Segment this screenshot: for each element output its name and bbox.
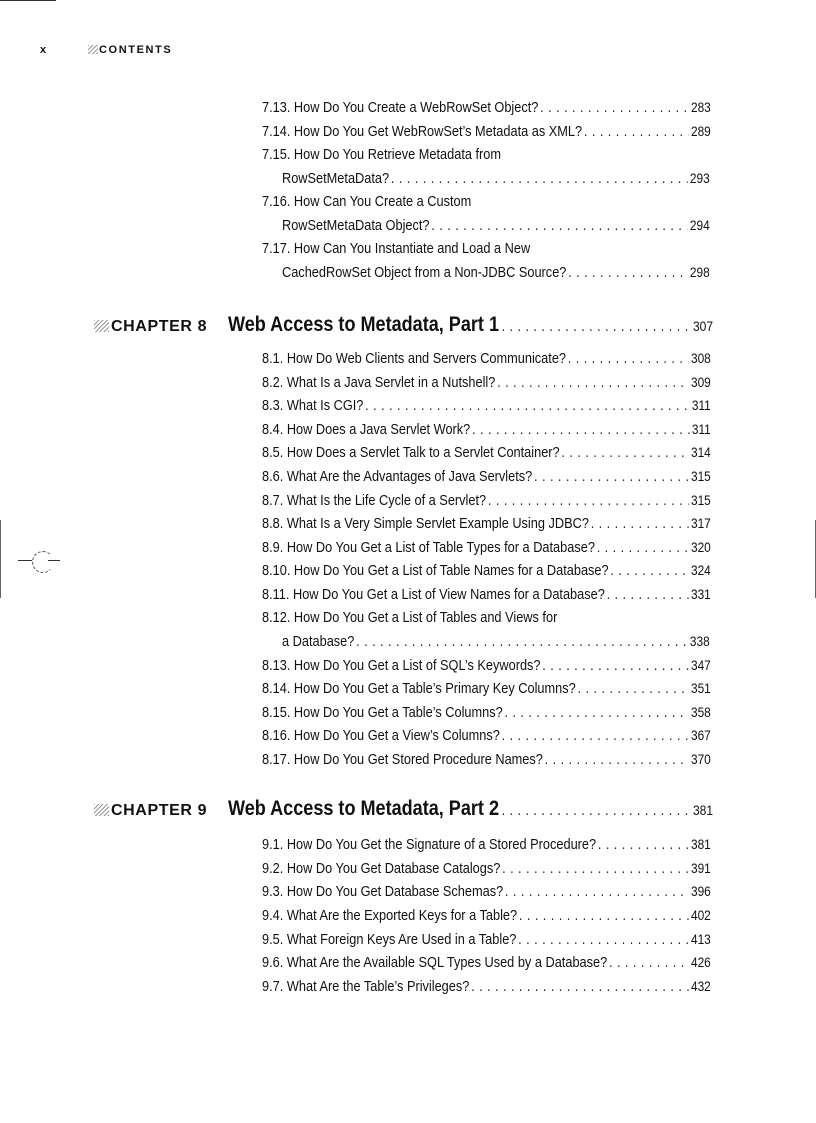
toc-entry[interactable]: 9.2. How Do You Get Database Catalogs? . . . 391 <box>262 861 711 877</box>
toc-entry[interactable]: 9.7. What Are the Table’s Privileges? . . . 432 <box>262 979 711 995</box>
toc-entry[interactable]: 8.4. How Does a Java Servlet Work? . . . 311 <box>262 422 711 438</box>
toc-entry-line: 8.12. How Do You Get a List of Tables and Views for <box>262 610 558 626</box>
toc-entry-line: 7.15. How Do You Retrieve Metadata from <box>262 147 502 163</box>
toc-entry[interactable]: 8.5. How Does a Servlet Talk to a Servlet Container? . . . 314 <box>262 445 711 461</box>
registration-mark-icon <box>18 550 62 576</box>
toc-entry[interactable]: 9.3. How Do You Get Database Schemas? . . . 396 <box>262 884 711 900</box>
toc-entry[interactable]: 9.4. What Are the Exported Keys for a Table? . . . 402 <box>262 908 711 924</box>
chapter-heading[interactable]: Web Access to Metadata, Part 2 . . . 381 <box>228 797 713 821</box>
toc-entry[interactable]: 8.6. What Are the Advantages of Java Servlets? . . . 315 <box>262 469 711 485</box>
toc-entry[interactable]: a Database? . . . 338 <box>282 634 710 650</box>
toc-entry[interactable]: 8.9. How Do You Get a List of Table Types for a Database? . . . 320 <box>262 540 711 556</box>
toc-entry[interactable]: 9.6. What Are the Available SQL Types Used by a Database? . . . 426 <box>262 955 711 971</box>
toc-entry[interactable]: 7.13. How Do You Create a WebRowSet Object? . . . 283 <box>262 100 711 116</box>
toc-entry[interactable]: 8.8. What Is a Very Simple Servlet Example Using JDBC? . . . 317 <box>262 516 711 532</box>
toc-entry[interactable]: 8.17. How Do You Get Stored Procedure Names? . . . 370 <box>262 752 711 768</box>
toc-entry[interactable]: RowSetMetaData Object? . . . 294 <box>282 218 710 234</box>
toc-entry[interactable]: 8.2. What Is a Java Servlet in a Nutshell? . . . 309 <box>262 375 711 391</box>
toc-entry[interactable]: 8.3. What Is CGI? . . . 311 <box>262 398 711 414</box>
toc-entry[interactable]: 8.11. How Do You Get a List of View Names for a Database? . . . 331 <box>262 587 711 603</box>
toc-entry[interactable]: 8.13. How Do You Get a List of SQL’s Keywords? . . . 347 <box>262 658 711 674</box>
hatch-icon <box>94 804 109 816</box>
chapter-label: CHAPTER 8 <box>94 318 207 336</box>
page-number: x <box>40 44 48 56</box>
toc-entry[interactable]: CachedRowSet Object from a Non-JDBC Source? . . . 298 <box>282 265 710 281</box>
toc-entry[interactable]: 8.1. How Do Web Clients and Servers Communicate? . . . 308 <box>262 351 711 367</box>
chapter-label: CHAPTER 9 <box>94 802 207 820</box>
toc-entry-line: 7.16. How Can You Create a Custom <box>262 194 472 210</box>
hatch-icon <box>88 45 98 54</box>
toc-entry[interactable]: 9.1. How Do You Get the Signature of a Stored Procedure? . . . 381 <box>262 837 711 853</box>
chapter-heading[interactable]: Web Access to Metadata, Part 1 . . . 307 <box>228 313 713 337</box>
hatch-icon <box>94 320 109 332</box>
running-head <box>40 44 173 56</box>
toc-entry[interactable]: 9.5. What Foreign Keys Are Used in a Table? . . . 413 <box>262 932 711 948</box>
toc-entry[interactable]: 8.16. How Do You Get a View’s Columns? . . . 367 <box>262 728 711 744</box>
toc-entry[interactable]: RowSetMetaData? . . . 293 <box>282 171 710 187</box>
toc-entry[interactable]: 8.15. How Do You Get a Table’s Columns? . . . 358 <box>262 705 711 721</box>
section-label: CONTENTS <box>88 44 172 56</box>
toc-entry-line: 7.17. How Can You Instantiate and Load a New <box>262 241 531 257</box>
top-crop-rule <box>0 0 56 1</box>
left-margin-mark <box>0 520 1 598</box>
toc-entry[interactable]: 8.14. How Do You Get a Table’s Primary Key Columns? . . . 351 <box>262 681 711 697</box>
toc-entry[interactable]: 8.10. How Do You Get a List of Table Names for a Database? . . . 324 <box>262 563 711 579</box>
toc-entry[interactable]: 8.7. What Is the Life Cycle of a Servlet? . . . 315 <box>262 493 711 509</box>
toc-entry[interactable]: 7.14. How Do You Get WebRowSet’s Metadata as XML? . . . 289 <box>262 124 711 140</box>
